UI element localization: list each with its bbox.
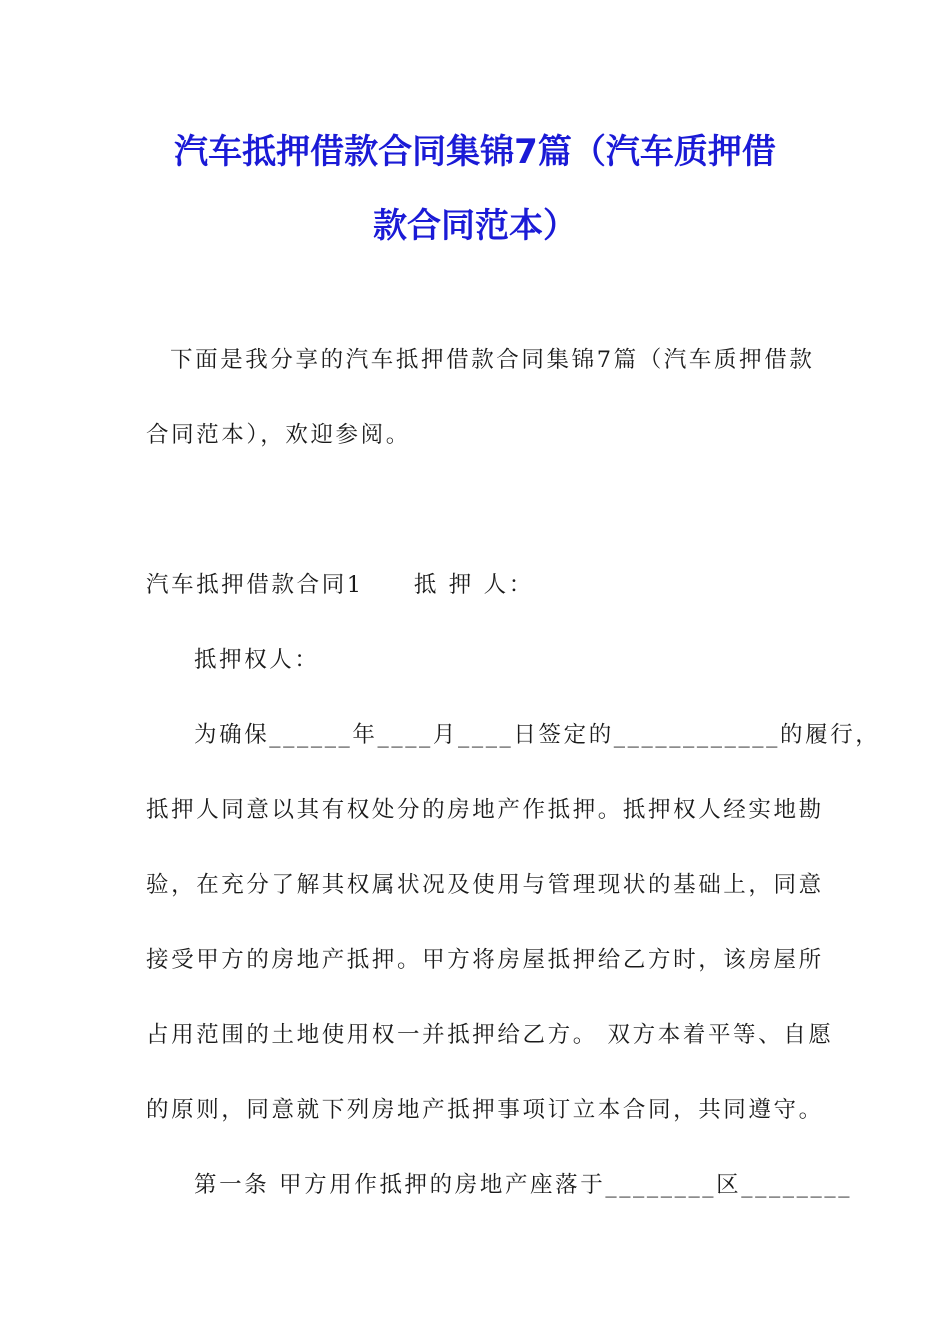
body-line: 占用范围的土地使用权一并抵押给乙方。 双方本着平等、自愿 <box>146 1022 834 1048</box>
article-one: 第一条 甲方用作抵押的房地产座落于________区________ <box>194 1172 853 1198</box>
body-line: 的原则，同意就下列房地产抵押事项订立本合同，共同遵守。 <box>146 1097 824 1123</box>
body-line: 验，在充分了解其权属状况及使用与管理现状的基础上，同意 <box>146 872 824 898</box>
document-title-line-2: 款合同范本） <box>373 206 577 246</box>
intro-line-2: 合同范本），欢迎参阅。 <box>146 422 411 448</box>
body-line: 接受甲方的房地产抵押。甲方将房屋抵押给乙方时，该房屋所 <box>146 947 824 973</box>
document-title-line-1: 汽车抵押借款合同集锦7篇（汽车质押借 <box>174 132 776 172</box>
body-line: 抵押人同意以其有权处分的房地产作抵押。抵押权人经实地勘 <box>146 797 824 823</box>
section-heading: 汽车抵押借款合同1 抵 押 人： <box>146 572 534 598</box>
mortgagee-label: 抵押权人： <box>194 647 320 673</box>
intro-line-1: 下面是我分享的汽车抵押借款合同集锦7篇（汽车质押借款 <box>170 347 815 373</box>
body-line: 为确保______年____月____日签定的____________的履行， <box>194 722 881 748</box>
